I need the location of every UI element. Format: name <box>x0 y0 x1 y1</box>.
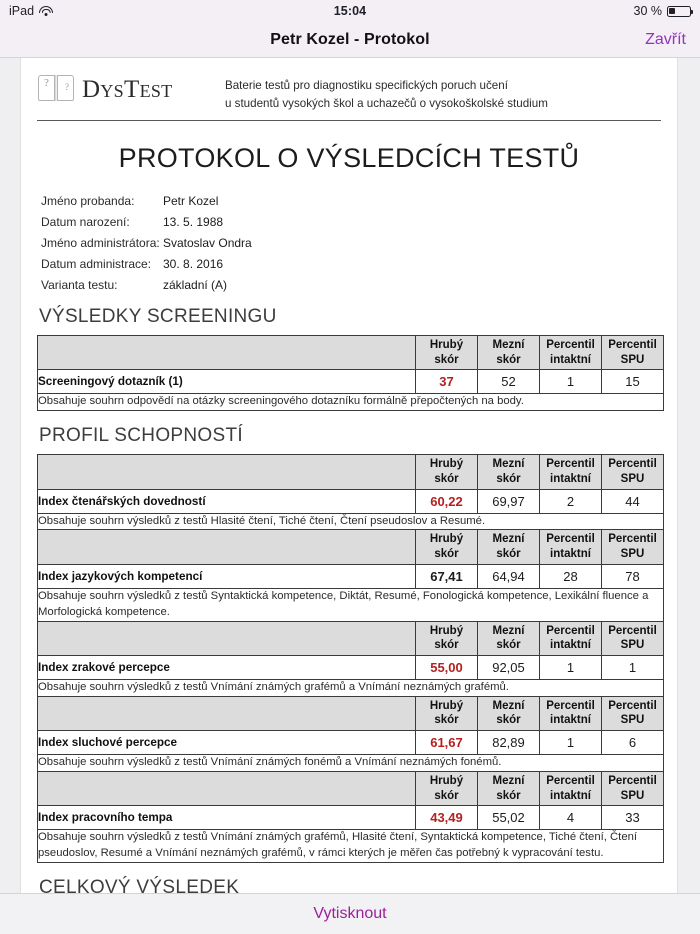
raw-score-cell: 37 <box>416 370 478 394</box>
table-header-row <box>38 621 664 655</box>
document-title: PROTOKOL O VÝSLEDCÍCH TESTŮ <box>118 142 580 173</box>
subject-info-label: Varianta testu: <box>41 277 118 292</box>
page-title: Petr Kozel - Protokol <box>270 30 430 48</box>
dystest-logo <box>37 74 225 104</box>
cutoff-score-cell: 82,89 <box>478 731 540 755</box>
logo-letters-ys: YS <box>100 80 124 101</box>
column-header-percentile-spu: Percentil SPU <box>602 696 664 730</box>
battery-icon <box>667 6 691 17</box>
table-description-row <box>38 588 664 621</box>
section-heading: PROFIL SCHOPNOSTÍ <box>39 425 243 447</box>
table-header-row <box>38 530 664 564</box>
subject-info-value: 30. 8. 2016 <box>163 256 224 271</box>
column-header-cutoff-score: Mezní skór <box>478 455 540 489</box>
column-header-cutoff-score: Mezní skór <box>478 621 540 655</box>
index-description-cell: Obsahuje souhrn výsledků z testů Vnímání známých fonémů a Vnímání neznámých fonémů. <box>38 755 664 772</box>
subject-info-label: Jméno probanda: <box>41 193 135 208</box>
table-description-row <box>38 513 664 530</box>
status-bar-right <box>634 4 692 18</box>
column-header-percentile-spu: Percentil SPU <box>602 335 664 369</box>
section-heading: CELKOVÝ VÝSLEDEK <box>39 877 240 893</box>
subject-info-row <box>41 215 661 229</box>
column-header-percentile-spu: Percentil SPU <box>602 772 664 806</box>
result-table <box>37 696 664 772</box>
subject-info-value: základní (A) <box>163 277 228 292</box>
sections-container <box>37 306 661 893</box>
raw-score-cell: 55,00 <box>416 655 478 679</box>
column-header-raw-score: Hrubý skór <box>416 621 478 655</box>
tagline-line-2: u studentů vysokých škol a uchazečů o vysokoškolské studium <box>225 96 548 110</box>
print-button[interactable]: Vytisknout <box>313 905 387 922</box>
ios-status-bar <box>0 0 700 22</box>
index-description-cell: Obsahuje souhrn výsledků z testů Hlasité čtení, Tiché čtení, Čtení pseudoslov a Resumé. <box>38 513 664 530</box>
column-header-percentile-intact: Percentil intaktní <box>540 335 602 369</box>
raw-score-cell: 60,22 <box>416 489 478 513</box>
letterhead <box>37 68 661 113</box>
table-row <box>38 731 664 755</box>
index-name-cell: Index jazykových kompetencí <box>38 564 416 588</box>
percentile-spu-cell: 6 <box>602 731 664 755</box>
percentile-spu-cell: 78 <box>602 564 664 588</box>
column-header-cutoff-score: Mezní skór <box>478 772 540 806</box>
bottom-toolbar <box>0 893 700 934</box>
subject-info-value: Svatoslav Ondra <box>163 235 252 250</box>
column-header-percentile-spu: Percentil SPU <box>602 621 664 655</box>
column-header-percentile-intact: Percentil intaktní <box>540 772 602 806</box>
cutoff-score-cell: 92,05 <box>478 655 540 679</box>
subject-info-value: Petr Kozel <box>163 193 219 208</box>
column-header-raw-score: Hrubý skór <box>416 530 478 564</box>
table-description-row <box>38 755 664 772</box>
table-row <box>38 370 664 394</box>
column-header-raw-score: Hrubý skór <box>416 335 478 369</box>
column-header-percentile-spu: Percentil SPU <box>602 455 664 489</box>
raw-score-cell: 43,49 <box>416 806 478 830</box>
table-description-row <box>38 394 664 411</box>
result-table <box>37 454 664 530</box>
column-header-raw-score: Hrubý skór <box>416 696 478 730</box>
column-header-name <box>38 696 416 730</box>
subject-info-row <box>41 236 661 250</box>
section-heading: VÝSLEDKY SCREENINGU <box>39 305 277 327</box>
result-table <box>37 529 664 621</box>
cutoff-score-cell: 52 <box>478 370 540 394</box>
table-description-row <box>38 830 664 863</box>
percentile-intact-cell: 4 <box>540 806 602 830</box>
table-description-row <box>38 679 664 696</box>
document-page <box>20 58 678 893</box>
header-divider <box>37 120 661 121</box>
device-name-label: iPad <box>9 4 35 18</box>
percentile-spu-cell: 1 <box>602 655 664 679</box>
index-description-cell: Obsahuje souhrn výsledků z testů Vnímání známých grafémů, Hlasité čtení, Syntaktická kompetence, Tiché čtení, Čtení pseudoslov, Resumé a Vnímání neznámých grafémů, v rámci kterých je měřen čas potřebný k vypracování testu. <box>38 830 664 863</box>
table-row <box>38 806 664 830</box>
open-book-question-marks-icon: ? ? <box>37 74 75 104</box>
logo-letter-t: T <box>123 75 140 103</box>
result-table <box>37 335 664 411</box>
column-header-percentile-intact: Percentil intaktní <box>540 455 602 489</box>
subject-info-label: Datum administrace: <box>41 256 152 271</box>
index-description-cell: Obsahuje souhrn odpovědí na otázky screeningového dotazníku formálně přepočtených na body. <box>38 394 664 411</box>
index-name-cell: Index sluchové percepce <box>38 731 416 755</box>
table-header-row <box>38 696 664 730</box>
table-row <box>38 564 664 588</box>
logo-wordmark <box>82 77 172 102</box>
subject-info-list <box>41 194 661 292</box>
subject-info-row <box>41 257 661 271</box>
column-header-name <box>38 455 416 489</box>
percentile-spu-cell: 44 <box>602 489 664 513</box>
cutoff-score-cell: 69,97 <box>478 489 540 513</box>
subject-info-value: 13. 5. 1988 <box>163 214 224 229</box>
index-description-cell: Obsahuje souhrn výsledků z testů Vnímání známých grafémů a Vnímání neznámých grafémů. <box>38 679 664 696</box>
table-row <box>38 655 664 679</box>
table-row <box>38 489 664 513</box>
raw-score-cell: 61,67 <box>416 731 478 755</box>
close-button[interactable]: Zavřít <box>645 31 686 48</box>
percentile-spu-cell: 33 <box>602 806 664 830</box>
column-header-cutoff-score: Mezní skór <box>478 530 540 564</box>
table-header-row <box>38 455 664 489</box>
column-header-cutoff-score: Mezní skór <box>478 696 540 730</box>
subject-info-label: Jméno administrátora: <box>41 235 160 250</box>
column-header-name <box>38 335 416 369</box>
raw-score-cell: 67,41 <box>416 564 478 588</box>
column-header-percentile-intact: Percentil intaktní <box>540 621 602 655</box>
index-name-cell: Screeningový dotazník (1) <box>38 370 416 394</box>
index-description-cell: Obsahuje souhrn výsledků z testů Syntaktická kompetence, Diktát, Resumé, Fonologická kompetence, Lexikální fluence a Morfologická kompetence. <box>38 588 664 621</box>
column-header-name <box>38 621 416 655</box>
percentile-intact-cell: 1 <box>540 655 602 679</box>
percentile-intact-cell: 28 <box>540 564 602 588</box>
column-header-cutoff-score: Mezní skór <box>478 335 540 369</box>
column-header-percentile-spu: Percentil SPU <box>602 530 664 564</box>
document-scroll-area[interactable] <box>0 58 700 893</box>
subject-info-row <box>41 194 661 208</box>
index-name-cell: Index zrakové percepce <box>38 655 416 679</box>
result-table <box>37 621 664 697</box>
navigation-bar <box>0 22 700 58</box>
cutoff-score-cell: 55,02 <box>478 806 540 830</box>
column-header-percentile-intact: Percentil intaktní <box>540 530 602 564</box>
column-header-name <box>38 772 416 806</box>
logo-letters-est: EST <box>139 80 173 101</box>
tagline-line-1: Baterie testů pro diagnostiku specifických poruch učení <box>225 79 508 92</box>
subject-info-label: Datum narození: <box>41 214 130 229</box>
percentile-intact-cell: 2 <box>540 489 602 513</box>
table-header-row <box>38 335 664 369</box>
result-table <box>37 771 664 863</box>
percentile-intact-cell: 1 <box>540 731 602 755</box>
battery-percent-label: 30 % <box>633 4 662 18</box>
table-header-row <box>38 772 664 806</box>
percentile-spu-cell: 15 <box>602 370 664 394</box>
subject-info-row <box>41 278 661 292</box>
status-bar-clock: 15:04 <box>333 4 367 18</box>
index-name-cell: Index čtenářských dovedností <box>38 489 416 513</box>
column-header-percentile-intact: Percentil intaktní <box>540 696 602 730</box>
column-header-raw-score: Hrubý skór <box>416 455 478 489</box>
column-header-name <box>38 530 416 564</box>
logo-letter-d: D <box>82 75 101 103</box>
cutoff-score-cell: 64,94 <box>478 564 540 588</box>
index-name-cell: Index pracovního tempa <box>38 806 416 830</box>
tagline <box>225 74 548 113</box>
column-header-raw-score: Hrubý skór <box>416 772 478 806</box>
percentile-intact-cell: 1 <box>540 370 602 394</box>
